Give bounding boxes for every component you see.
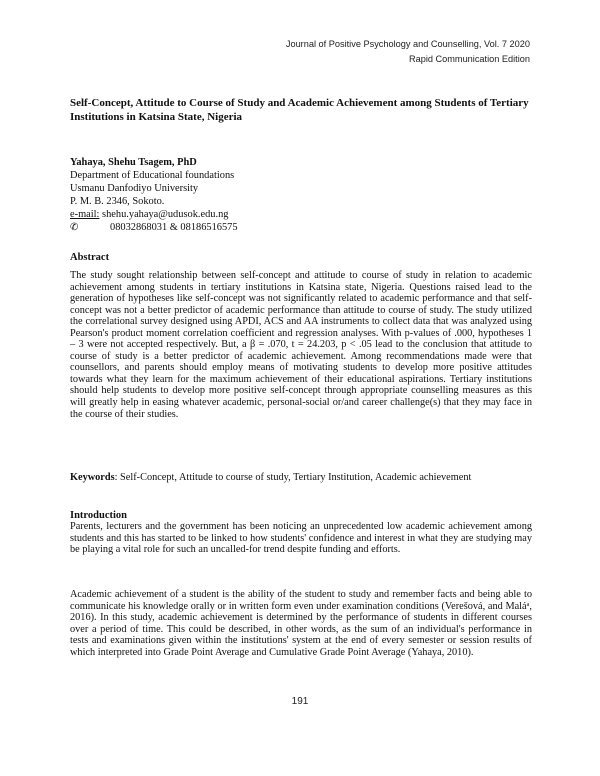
keywords-label: Keywords (70, 472, 115, 483)
page-number: 191 (291, 696, 309, 707)
author-email-line (70, 208, 238, 221)
author-block (70, 156, 238, 234)
introduction-paragraph-1: Parents, lecturers and the government has been noticing an unprecedented low academic achievement among students and this has started to be linked to how students' confidence and interest in what they are studying may be playing a vital role for such an uncalled-for trend despite funding and efforts. (70, 521, 532, 556)
introduction-heading: Introduction (70, 510, 127, 521)
abstract-text: The study sought relationship between self-concept and attitude to course of study in relation to academic achievement among students in tertiary institutions in Katsina state, Nigeria. Questions raised lead to the generation of hypotheses like self-concept was not significantly related to academic performance and that self-concept was not a better predictor of academic performance than attitude to course of study. The study utilized the correlational survey designed using APDI, ACS and AA instruments to collect data that was analyzed using Pearson's product moment correlation coefficient and regression analyses. With p-values of .000, hypotheses 1 – 3 were not accepted respectively. But, a β = .070, t = 24.203, p < .05 lead to the conclusion that attitude to course of study is a better predictor of academic achievement. Among recommendations made were that counsellors, and parents should employ means of motivating students to develop more positive attitudes towards what they learn for the maximum achievement of their educational aspirations. Tertiary institutions should help students to develop more positive self-concept through appropriate counselling measures as this will greatly help in easing whatever academic, personal-social or/and career challenge(s) that they may face in the course of their studies. (70, 270, 532, 420)
abstract-heading: Abstract (70, 252, 110, 263)
author-address: P. M. B. 2346, Sokoto. (70, 196, 165, 207)
paper-title: Self-Concept, Attitude to Course of Study and Academic Achievement among Students of Tertiary Institutions in Katsina State, Nigeria (70, 97, 529, 123)
author-email[interactable]: shehu.yahaya@udusok.edu.ng (99, 209, 229, 220)
telephone-icon: ✆ (70, 222, 79, 233)
author-department: Department of Educational foundations (70, 170, 235, 181)
author-phone-line (70, 221, 238, 234)
author-phone: 08032868031 & 08186516575 (110, 222, 238, 233)
email-label: e-mail: (70, 209, 100, 220)
journal-running-head: Journal of Positive Psychology and Counselling, Vol. 7 2020 (285, 39, 530, 49)
edition-running-head: Rapid Communication Edition (408, 54, 530, 64)
keywords (70, 472, 532, 484)
introduction-paragraph-2: Academic achievement of a student is the ability of the student to study and remember facts and being able to communicate his knowledge orally or in written form even under examination conditions (Verešová, and Maláᵃ, 2016). In this study, academic achievement is determined by the performance of students in different courses over a period of time. This could be described, in other words, as the sum of an individual's performance in tests and examinations given within the institutions' system at the end of every semester or session results of which interpreted into Grade Point Average and Cumulative Grade Point Average (Yahaya, 2010). (70, 589, 532, 658)
author-university: Usmanu Danfodiyo University (70, 183, 199, 194)
keywords-text: : Self-Concept, Attitude to course of study, Tertiary Institution, Academic achievement (114, 472, 472, 483)
author-name: Yahaya, Shehu Tsagem, PhD (70, 157, 197, 168)
